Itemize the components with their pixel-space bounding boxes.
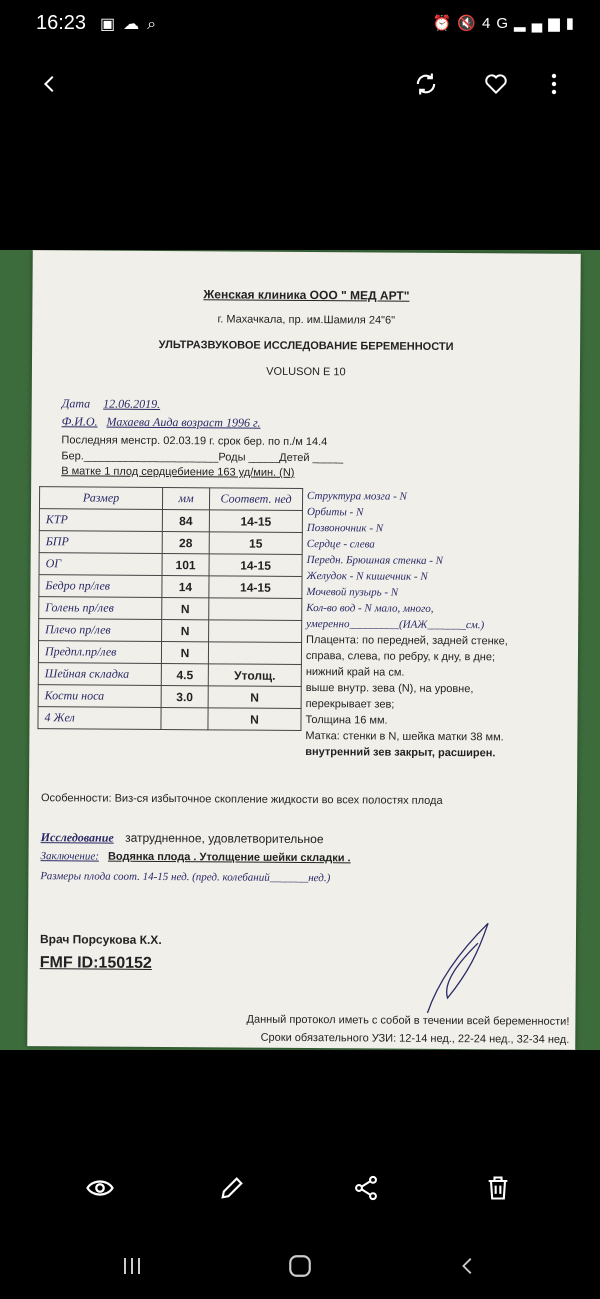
heart-icon[interactable] — [474, 62, 518, 106]
conclusion-line — [41, 850, 351, 864]
organ-line: Сердце - слева — [306, 538, 375, 551]
row-label: ОГ — [39, 553, 162, 576]
row-weeks: 14-15 — [209, 576, 302, 599]
image-icon: ▣ — [100, 16, 124, 33]
research-label: Исследование — [40, 830, 114, 845]
row-weeks — [208, 642, 301, 665]
row-label: Предпл.пр/лев — [38, 641, 161, 664]
fmf-id: FMF ID:150152 — [39, 954, 152, 972]
organ-line: Позвоночник - N — [306, 522, 384, 535]
rotate-icon[interactable] — [404, 62, 448, 106]
clinic-address: г. Махачкала, пр. им.Шамиля 24"6" — [217, 313, 396, 327]
placenta-line: Плацента: по передней, задней стенке, — [306, 634, 508, 648]
edit-icon[interactable] — [210, 1166, 254, 1210]
report-title: УЛЬТРАЗВУКОВОЕ ИССЛЕДОВАНИЕ БЕРЕМЕННОСТИ — [158, 338, 454, 354]
back-nav-icon[interactable] — [446, 1244, 490, 1288]
footer-schedule: Сроки обязательного УЗИ: 12-14 нед., 22-24 нед., 32-34 нед. — [260, 1031, 570, 1046]
header-mm: мм — [162, 488, 209, 510]
row-weeks: N — [208, 708, 301, 731]
table-row — [38, 641, 301, 665]
device-name: VOLUSON E 10 — [266, 365, 346, 379]
row-label: Кости носа — [38, 685, 161, 708]
row-mm: 28 — [162, 532, 209, 554]
recents-icon[interactable] — [110, 1244, 154, 1288]
row-mm: 3.0 — [161, 686, 208, 708]
uterus-line: Матка: стенки в N, шейка матки 38 мм. — [305, 730, 504, 744]
ultrasound-report — [27, 250, 581, 1050]
delete-icon[interactable] — [476, 1166, 520, 1210]
eye-icon[interactable] — [78, 1166, 122, 1210]
research-line — [41, 830, 324, 847]
placenta-line: перекрывает зев; — [305, 698, 395, 711]
row-weeks: Утолщ. — [208, 664, 301, 687]
row-weeks: 15 — [209, 532, 302, 555]
photo-viewer[interactable] — [0, 250, 600, 1050]
row-weeks — [209, 620, 302, 643]
system-nav-bar — [0, 1240, 600, 1290]
status-time: 16:23 — [36, 12, 87, 34]
thickness-line: Толщина 16 мм. — [305, 714, 388, 727]
row-weeks — [209, 598, 302, 621]
status-left-icons — [100, 14, 164, 34]
doctor-name: Врач Порсукова К.Х. — [39, 932, 162, 948]
cervix-line: внутренний зев закрыт, расширен. — [305, 746, 496, 760]
row-mm: N — [162, 598, 209, 620]
table-row — [38, 707, 301, 731]
placenta-line: нижний край на см. — [305, 666, 405, 679]
table-row — [39, 531, 302, 555]
footer-note: Данный протокол иметь с собой в течении всей беременности! — [246, 1013, 570, 1028]
organ-line: умеренно_________(ИАЖ_______см.) — [306, 618, 485, 632]
top-toolbar — [0, 60, 600, 112]
fio-value: Махаева Аида возраст 1996 г. — [106, 414, 261, 430]
table-row — [39, 575, 302, 599]
date-value: 12.06.2019. — [103, 396, 161, 411]
row-mm — [161, 708, 208, 730]
battery-icon: ▮ — [565, 15, 580, 32]
alarm-icon: ⏰ — [432, 15, 458, 32]
row-label: Плечо пр/лев — [39, 619, 162, 642]
row-weeks: 14-15 — [209, 510, 302, 533]
fio-line — [62, 414, 261, 430]
table-row — [39, 509, 302, 533]
table-row — [39, 553, 302, 577]
row-label: 4 Жел — [38, 707, 161, 730]
row-mm: N — [161, 642, 208, 664]
heartbeat-line: В матке 1 плод сердцебиение 163 уд/мин. (N) — [61, 465, 295, 479]
row-mm: 14 — [162, 576, 209, 598]
table-row — [39, 619, 302, 643]
date-line — [62, 396, 161, 412]
row-mm: 101 — [162, 554, 209, 576]
organ-line: Кол-во вод - N мало, много, — [306, 602, 434, 615]
conclusion-label: Заключение: — [40, 850, 99, 863]
row-label: БПР — [39, 531, 162, 554]
row-mm: N — [162, 620, 209, 642]
table-row — [38, 685, 301, 709]
features-line: Особенности: Виз-ся избыточное скопление жидкости во всех полостях плода — [40, 792, 443, 807]
header-weeks: Соответ. нед — [209, 488, 302, 511]
fio-label: Ф.И.О. — [61, 414, 98, 429]
row-label: Шейная складка — [38, 663, 161, 686]
placenta-line: справа, слева, по ребру, к дну, в дне; — [305, 650, 496, 664]
organ-line: Орбиты - N — [306, 506, 364, 519]
signal-icon: ▂▄▆ — [514, 15, 566, 32]
organ-line: Желудок - N кишечник - N — [306, 570, 428, 583]
row-label: Бедро пр/лев — [39, 575, 162, 598]
row-weeks: 14-15 — [209, 554, 302, 577]
more-icon[interactable] — [532, 62, 576, 106]
clinic-name: Женская клиника ООО " МЕД АРТ" — [203, 287, 410, 303]
mute-icon: 🔇 — [457, 15, 483, 32]
menstruation-line: Последняя менстр. 02.03.19 г. срок бер. по п./м 14.4 — [61, 434, 328, 449]
share-icon[interactable] — [344, 1166, 388, 1210]
row-label: КТР — [39, 509, 162, 532]
pregnancy-line: Бер.______________________Роды _____Детей _____ — [61, 450, 344, 465]
cloud-icon: ☁ — [123, 16, 148, 33]
table-header-row — [39, 487, 302, 511]
home-icon[interactable] — [278, 1244, 322, 1288]
signature-icon — [417, 913, 508, 1024]
organ-line: Структура мозга - N — [307, 490, 407, 503]
measurements-table — [37, 486, 303, 731]
header-size: Размер — [39, 487, 162, 510]
row-mm: 4.5 — [161, 664, 208, 686]
placenta-line: выше внутр. зева (N), на уровне, — [305, 682, 474, 696]
table-row — [39, 597, 302, 621]
sizes-line: Размеры плода соот. 14-15 нед. (пред. колебаний_______нед.) — [40, 870, 331, 885]
table-row — [38, 663, 301, 687]
back-icon[interactable] — [28, 62, 72, 106]
conclusion-value: Водянка плода . Утолщение шейки складки . — [107, 850, 351, 865]
organ-line: Передн. Брюшная стенка - N — [306, 554, 444, 567]
4g-icon: 4G — [482, 15, 515, 32]
search-icon: ⌕ — [147, 16, 165, 33]
research-value: затрудненное, удовлетворительное — [125, 830, 324, 847]
row-weeks: N — [208, 686, 301, 709]
status-right-icons — [433, 14, 580, 32]
bottom-actions — [0, 1160, 600, 1220]
date-label: Дата — [61, 396, 91, 411]
row-label: Голень пр/лев — [39, 597, 162, 620]
organ-line: Мочевой пузырь - N — [306, 586, 399, 599]
status-bar — [0, 0, 600, 48]
row-mm: 84 — [162, 510, 209, 532]
